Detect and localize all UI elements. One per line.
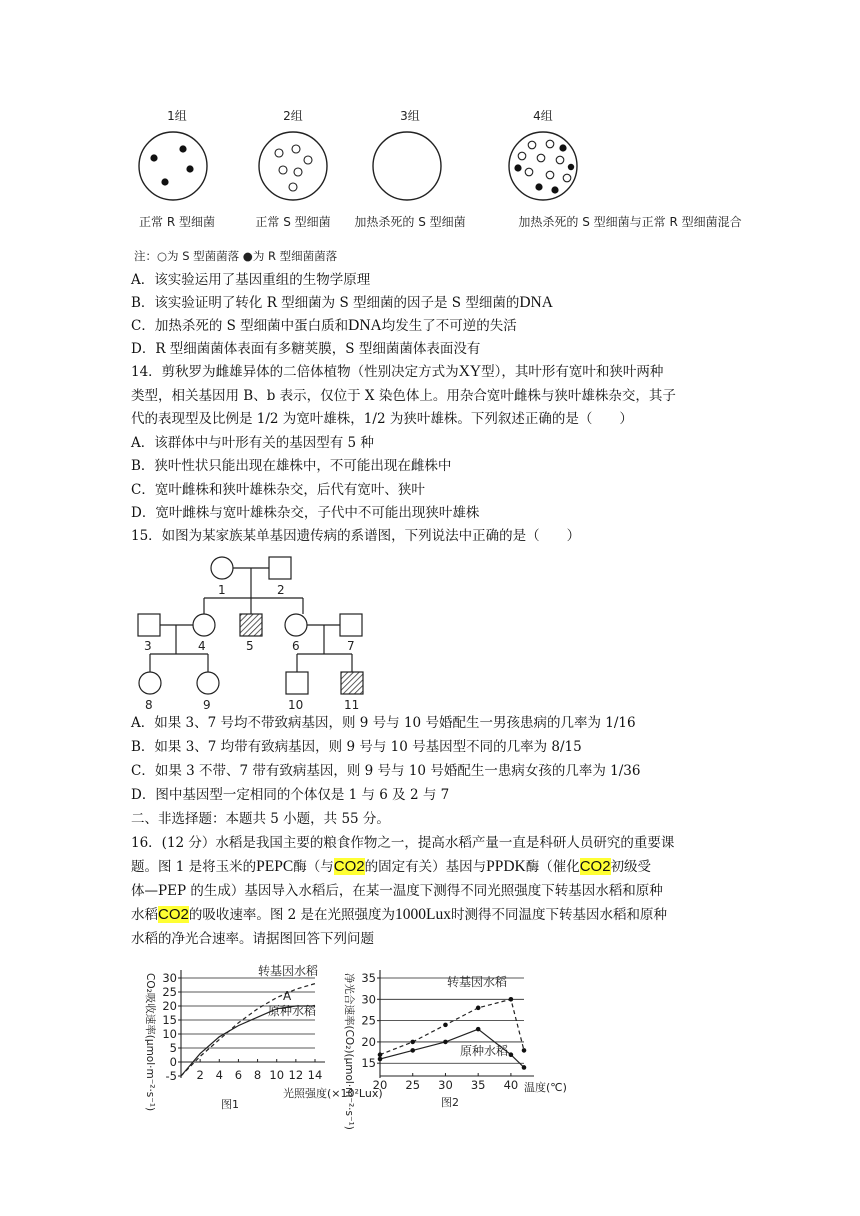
x-tick-label: 30 [438, 1078, 453, 1092]
x-tick-label: 35 [470, 1078, 486, 1092]
chart-fig2 [342, 958, 582, 1130]
caption-2: 正常 S 型细菌 [255, 215, 331, 229]
section-heading: 二、非选择题：本题共 5 小题，共 55 分。 [131, 811, 390, 827]
q16-line5: 水稻的净光合速率。请据图回答下列问题 [131, 931, 374, 947]
q14-option-c: C．宽叶雌株和狭叶雄株杂交，后代有宽叶、狭叶 [131, 482, 425, 498]
pedigree-num-10: 10 [288, 698, 304, 712]
x-axis-label: 光照强度(×10²Lux) [283, 1087, 383, 1100]
x-axis-label: 温度(℃) [524, 1081, 567, 1094]
q13-option-a: A．该实验运用了基因重组的生物学原理 [131, 272, 371, 288]
legend-transgenic: 转基因水稻 [447, 975, 508, 989]
data-point [509, 997, 514, 1002]
pedigree-num-2: 2 [277, 583, 285, 597]
q15-option-a: A．如果 3、7 号均不带致病基因，则 9 号与 10 号婚配生一男孩患病的几率为 1/16 [131, 715, 636, 731]
y-tick-label: 0 [169, 1055, 177, 1069]
group-label-1: 1组 [167, 109, 187, 123]
q14-option-b: B．狭叶性状只能出现在雄株中，不可能出现在雌株中 [131, 458, 452, 474]
x-tick-label: 8 [253, 1068, 262, 1082]
q15-stem: 15．如图为某家族某单基因遗传病的系谱图，下列说法中正确的是（ ） [131, 528, 581, 544]
dish-2 [259, 132, 327, 200]
y-tick-label: 35 [361, 971, 376, 985]
q15-option-b: B．如果 3、7 均带有致病基因，则 9 号与 10 号基因型不同的几率为 8/15 [131, 739, 582, 755]
dish-3 [373, 132, 441, 200]
x-tick-label: 4 [215, 1068, 223, 1082]
data-point [378, 1052, 383, 1057]
pedigree-num-8: 8 [145, 698, 153, 712]
pedigree-num-9: 9 [203, 698, 211, 712]
y-tick-label: 30 [361, 992, 376, 1007]
legend-original: 原种水稻 [460, 1044, 509, 1058]
x-tick-label: 14 [307, 1068, 323, 1082]
q15-option-c: C．如果 3 不带、7 带有致病基因，则 9 号与 10 号婚配生一患病女孩的几率为 1/36 [131, 763, 641, 779]
y-tick-label: 5 [169, 1041, 177, 1055]
pedigree-num-7: 7 [347, 639, 355, 653]
y-tick-label: 30 [162, 971, 177, 985]
pedigree-num-4: 4 [198, 639, 206, 653]
q16-line1: 16．(12 分）水稻是我国主要的粮食作物之一，提高水稻产量一直是科研人员研究的重要课 [131, 835, 675, 851]
pedigree-num-6: 6 [292, 639, 300, 653]
q14-option-a: A．该群体中与叶形有关的基因型有 5 种 [131, 435, 374, 451]
group-label-3: 3组 [400, 109, 420, 123]
data-point [476, 1006, 481, 1011]
caption-4: 加热杀死的 S 型细菌与正常 R 型细菌混合 [518, 215, 742, 229]
q14-option-d: D．宽叶雌株与宽叶雄株杂交，子代中不可能出现狭叶雄株 [131, 505, 480, 521]
annotation-A: A [283, 989, 292, 1003]
y-tick-label: 20 [162, 999, 177, 1013]
q16-line4: 水稻CO2的吸收速率。图 2 是在光照强度为1000Lux时测得不同温度下转基因水稻和原种 [131, 906, 667, 923]
y-tick-label: 25 [361, 1013, 376, 1028]
caption-3: 加热杀死的 S 型细菌 [354, 215, 466, 229]
legend-original: 原种水稻 [268, 1004, 317, 1018]
x-tick-label: 25 [405, 1078, 421, 1092]
data-point [443, 1023, 448, 1028]
q13-option-b: B．该实验证明了转化 R 型细菌为 S 型细菌的因子是 S 型细菌的DNA [131, 294, 553, 311]
data-point [509, 1052, 514, 1057]
chart-title: 图2 [441, 1096, 459, 1109]
data-point [378, 1057, 383, 1062]
pedigree-num-11: 11 [344, 698, 360, 712]
x-tick-label: 10 [269, 1068, 285, 1082]
pedigree-num-5: 5 [246, 639, 254, 653]
q13-option-c: C．加热杀死的 S 型细菌中蛋白质和DNA均发生了不可逆的失活 [131, 317, 517, 334]
y-tick-label: 20 [361, 1034, 376, 1049]
dish-1 [139, 132, 207, 200]
legend-transgenic: 转基因水稻 [258, 964, 319, 978]
data-point [443, 1040, 448, 1045]
data-point [522, 1048, 527, 1053]
q13-option-d: D．R 型细菌菌体表面有多糖荚膜，S 型细菌菌体表面没有 [131, 341, 481, 357]
x-tick-label: 2 [196, 1068, 204, 1082]
data-point [410, 1048, 415, 1053]
group-label-2: 2组 [283, 109, 303, 123]
colony-note: 注：○为 S 型菌菌落 ●为 R 型细菌菌落 [134, 249, 338, 263]
y-tick-label: 15 [162, 1013, 177, 1027]
q14-stem-line3: 代的表现型及比例是 1/2 为宽叶雄株，1/2 为狭叶雄株。下列叙述正确的是（ ） [131, 411, 633, 427]
y-axis-label: 净光合速率(CO₂)(μmol·m⁻²·s⁻¹) [343, 973, 355, 1130]
y-tick-label: 25 [162, 985, 177, 999]
pedigree-num-1: 1 [218, 583, 226, 597]
y-tick-label: -5 [165, 1069, 177, 1083]
data-point [522, 1065, 527, 1070]
data-point [410, 1040, 415, 1045]
q15-option-d: D．图中基因型一定相同的个体仅是 1 与 6 及 2 与 7 [131, 787, 450, 803]
x-tick-label: 12 [288, 1068, 304, 1082]
data-point [476, 1027, 481, 1032]
caption-1: 正常 R 型细菌 [139, 215, 215, 229]
pedigree-chart [130, 550, 380, 712]
group-label-4: 4组 [533, 109, 553, 123]
q14-stem-line1: 14．剪秋罗为雌雄异体的二倍体植物（性别决定方式为XY型），其叶形有宽叶和狭叶两种 [131, 363, 664, 380]
x-tick-label: 40 [503, 1078, 519, 1092]
q16-line2: 题。图 1 是将玉米的PEPC酶（与CO2的固定有关）基因与PPDK酶（催化CO2初级受 [131, 858, 652, 875]
pedigree-num-3: 3 [144, 639, 152, 653]
y-tick-label: 10 [162, 1027, 177, 1041]
y-axis-label: CO₂吸收速率(μmol·m⁻²·s⁻¹) [144, 973, 156, 1112]
q16-line3: 体—PEP 的生成）基因导入水稻后，在某一温度下测得不同光照强度下转基因水稻和原种 [131, 883, 663, 899]
y-tick-label: 15 [361, 1056, 376, 1071]
x-tick-label: 6 [234, 1068, 243, 1082]
x-tick-label: 20 [372, 1078, 388, 1092]
chart-title: 图1 [221, 1098, 239, 1111]
q14-stem-line2: 类型，相关基因用 B、b 表示，仅位于 X 染色体上。用杂合宽叶雌株与狭叶雄株杂交，其子 [131, 388, 676, 404]
colony-figure [130, 98, 750, 268]
